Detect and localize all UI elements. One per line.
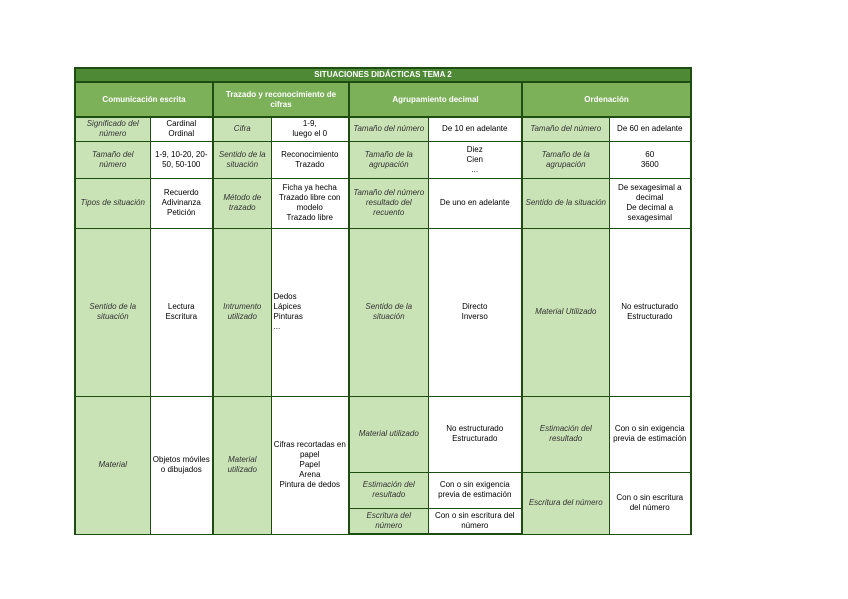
com-value-sentido: Lectura Escritura [150, 228, 213, 396]
tra-value-cifra: 1-9, luego el 0 [271, 117, 349, 141]
ord-value-escritura: Con o sin escritura del número [609, 472, 691, 534]
tra-label-metodo: Método de trazado [213, 178, 271, 228]
header-agrupamiento: Agrupamiento decimal [349, 82, 522, 117]
com-label-tamano: Tamaño del número [75, 141, 150, 178]
com-value-tipos: Recuerdo Adivinanza Petición [150, 178, 213, 228]
agr-label-estimacion: Estimación del resultado [349, 472, 428, 508]
situaciones-table [74, 67, 692, 535]
table-title: SITUACIONES DIDÁCTICAS TEMA 2 [75, 68, 691, 82]
com-value-tamano: 1-9, 10-20, 20-50, 50-100 [150, 141, 213, 178]
agr-value-recuento: De uno en adelante [428, 178, 522, 228]
tra-value-material: Cifras recortadas en papel Papel Arena Pintura de dedos [271, 396, 349, 534]
tra-value-sentido: Reconocimiento Trazado [271, 141, 349, 178]
ord-label-estimacion: Estimación del resultado [522, 396, 609, 472]
ord-label-tamano-numero: Tamaño del número [522, 117, 609, 141]
agr-label-sentido: Sentido de la situación [349, 228, 428, 396]
agr-label-recuento: Tamaño del número resultado del recuento [349, 178, 428, 228]
tra-value-metodo: Ficha ya hecha Trazado libre con modelo Trazado libre [271, 178, 349, 228]
ord-value-tamano-agrupacion: 60 3600 [609, 141, 691, 178]
ord-value-material: No estructurado Estructurado [609, 228, 691, 396]
tra-label-sentido: Sentido de la situación [213, 141, 271, 178]
ord-value-estimacion: Con o sin exigencia previa de estimación [609, 396, 691, 472]
agr-value-sentido: Directo Inverso [428, 228, 522, 396]
ord-value-sentido: De sexagesimal a decimal De decimal a sexagesimal [609, 178, 691, 228]
agr-value-escritura: Con o sin escritura del número [428, 508, 522, 534]
tra-label-instrumento: Intrumento utilizado [213, 228, 271, 396]
agr-value-tamano-numero: De 10 en adelante [428, 117, 522, 141]
com-label-sentido: Sentido de la situación [75, 228, 150, 396]
ord-label-escritura: Escritura del número [522, 472, 609, 534]
agr-label-tamano-numero: Tamaño del número [349, 117, 428, 141]
agr-label-tamano-agrupacion: Tamaño de la agrupación [349, 141, 428, 178]
header-comunicacion: Comunicación escrita [75, 82, 213, 117]
com-label-tipos: Tipos de situación [75, 178, 150, 228]
agr-label-material: Material utilizado [349, 396, 428, 472]
com-value-material: Objetos móviles o dibujados [150, 396, 213, 534]
ord-label-tamano-agrupacion: Tamaño de la agrupación [522, 141, 609, 178]
agr-value-tamano-agrupacion: Diez Cien ... [428, 141, 522, 178]
com-label-significado: Significado del número [75, 117, 150, 141]
ord-value-tamano-numero: De 60 en adelante [609, 117, 691, 141]
agr-label-escritura: Escritura del número [349, 508, 428, 534]
agr-value-material: No estructurado Estructurado [428, 396, 522, 472]
com-value-significado: Cardinal Ordinal [150, 117, 213, 141]
ord-label-sentido: Sentido de la situación [522, 178, 609, 228]
ord-label-material: Material Utilizado [522, 228, 609, 396]
tra-label-cifra: Cifra [213, 117, 271, 141]
header-trazado: Trazado y reconocimiento de cifras [213, 82, 349, 117]
agr-value-estimacion: Con o sin exigencia previa de estimación [428, 472, 522, 508]
com-label-material: Material [75, 396, 150, 534]
tra-value-instrumento: Dedos Lápices Pinturas ... [271, 228, 349, 396]
header-ordenacion: Ordenación [522, 82, 691, 117]
tra-label-material: Material utilizado [213, 396, 271, 534]
